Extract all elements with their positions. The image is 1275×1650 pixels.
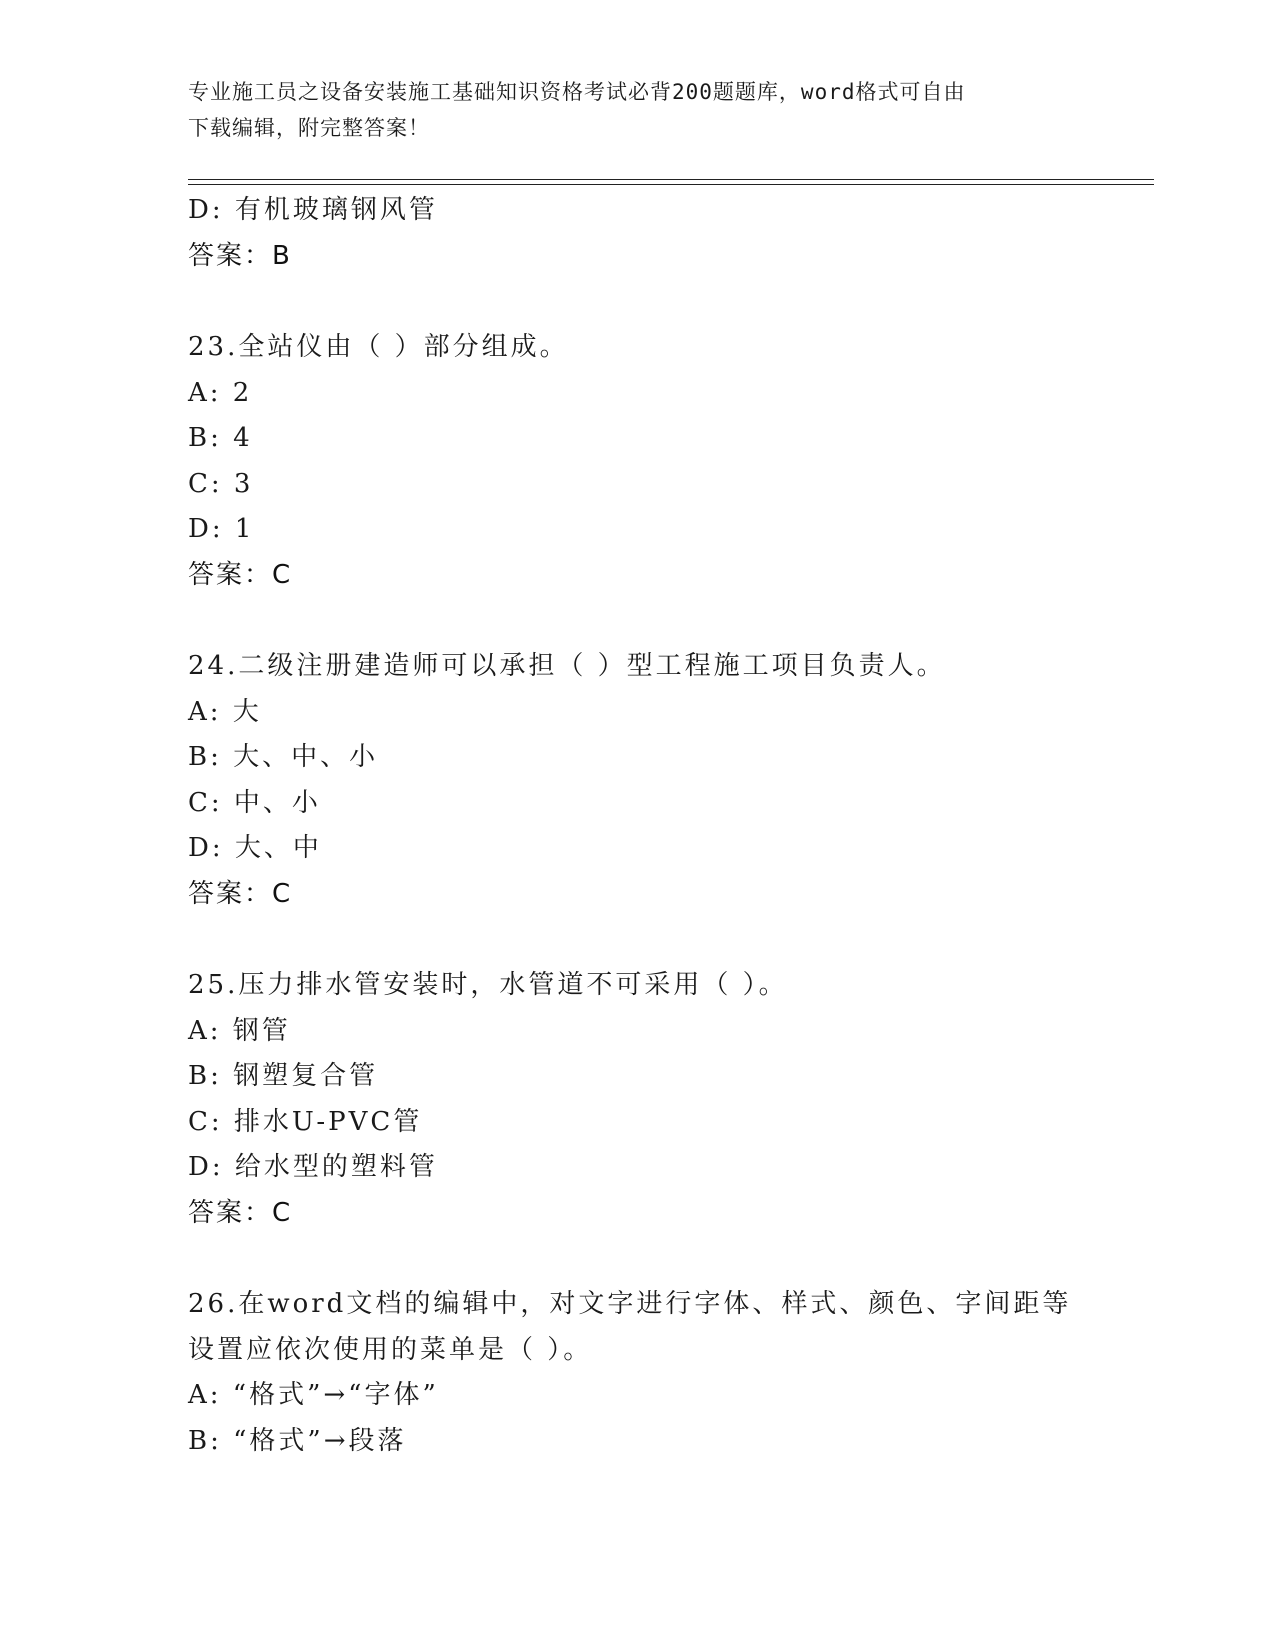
header-divider-top — [188, 179, 1154, 180]
question-23-stem: 23.全站仪由（ ）部分组成。 — [188, 332, 569, 362]
header-divider-bottom — [188, 184, 1154, 185]
question-25-option-c: C: 排水U-PVC管 — [188, 1106, 423, 1137]
question-25-option-d: D: 给水型的塑料管 — [188, 1152, 438, 1182]
question-23-option-c: C: 3 — [188, 468, 254, 499]
spacer — [188, 279, 1088, 325]
question-24-option-c: C: 中、小 — [188, 787, 321, 818]
question-23-answer: 答案：C — [188, 559, 293, 590]
prev-option-d: D: 有机玻璃钢风管 — [188, 195, 438, 225]
question-25-option-b: B: 钢塑复合管 — [188, 1061, 379, 1091]
question-24-stem: 24.二级注册建造师可以承担（ ）型工程施工项目负责人。 — [188, 651, 946, 681]
spacer — [188, 1236, 1088, 1282]
question-25-option-a: A: 钢管 — [188, 1015, 291, 1046]
question-24-option-d: D: 大、中 — [188, 833, 322, 863]
question-24-option-b: B: 大、中、小 — [188, 742, 379, 772]
question-24-option-a: A: 大 — [188, 696, 262, 727]
spacer — [188, 917, 1088, 963]
document-header — [188, 74, 1068, 146]
header-title-line-1: 专业施工员之设备安装施工基础知识资格考试必背200题题库，word格式可自由 — [188, 80, 966, 104]
question-23-option-b: B: 4 — [188, 423, 253, 453]
question-list — [188, 188, 1088, 1464]
question-25-stem: 25.压力排水管安装时，水管道不可采用（ ）。 — [188, 970, 788, 1000]
spacer — [188, 598, 1088, 644]
question-25-answer: 答案：C — [188, 1197, 293, 1228]
question-24-answer: 答案：C — [188, 878, 293, 909]
question-26-option-a: A: “格式”→“字体” — [188, 1380, 439, 1410]
question-23-option-a: A: 2 — [188, 377, 253, 408]
question-26-stem-line-2: 设置应依次使用的菜单是（ ）。 — [188, 1334, 593, 1365]
prev-answer: 答案：B — [188, 240, 292, 271]
question-26-stem-line-1: 26.在word文档的编辑中，对文字进行字体、样式、颜色、字间距等 — [188, 1289, 1072, 1319]
question-23-option-d: D: 1 — [188, 514, 255, 544]
header-title-line-2: 下载编辑，附完整答案！ — [188, 116, 430, 140]
question-26-option-b: B: “格式”→段落 — [188, 1425, 407, 1456]
